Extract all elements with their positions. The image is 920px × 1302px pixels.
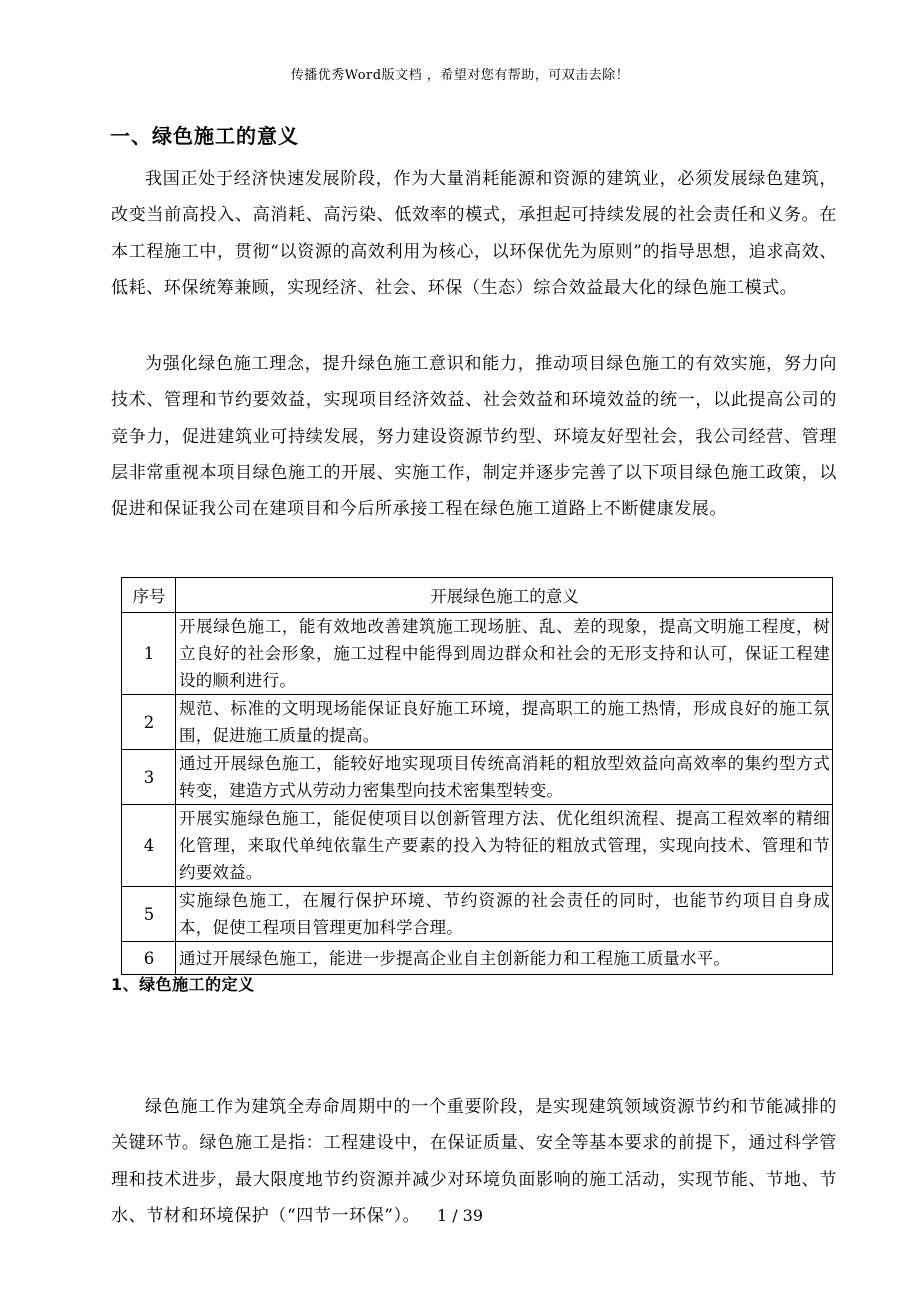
table-row xyxy=(122,942,833,975)
table-header-no: 序号 xyxy=(122,578,176,613)
row-number: 4 xyxy=(122,805,176,887)
paragraph-policy: 为强化绿色施工理念，提升绿色施工意识和能力，推动项目绿色施工的有效实施，努力向技术、管理和节约要效益，实现项目经济效益、社会效益和环境效益的统一，以此提高公司的竞争力，促进建筑业可持续发展，努力建设资源节约型、环境友好型社会，我公司经营、管理层非常重视本项目绿色施工的开展、实施工作，制定并逐步完善了以下项目绿色施工政策，以促进和保证我公司在建项目和今后所承接工程在绿色施工道路上不断健康发展。 xyxy=(111,354,837,520)
table-header-row xyxy=(122,578,833,613)
row-number: 2 xyxy=(122,695,176,750)
row-text: 实施绿色施工，在履行保护环境、节约资源的社会责任的同时，也能节约项目自身成本，促使工程项目管理更加科学合理。 xyxy=(176,887,833,942)
row-text: 开展实施绿色施工，能促使项目以创新管理方法、优化组织流程、提高工程效率的精细化管理，来取代单纯依靠生产要素的投入为特征的粗放式管理，实现向技术、管理和节约要效益。 xyxy=(176,805,833,887)
row-number: 5 xyxy=(122,887,176,942)
subsection-heading-definition: 1、绿色施工的定义 xyxy=(111,975,255,994)
page-number: 1 / 39 xyxy=(436,1206,484,1225)
table-row xyxy=(122,887,833,942)
row-text: 通过开展绿色施工，能进一步提高企业自主创新能力和工程施工质量水平。 xyxy=(176,942,833,975)
meaning-table xyxy=(121,577,833,975)
row-text: 通过开展绿色施工，能较好地实现项目传统高消耗的粗放型效益向高效率的集约型方式转变，建造方式从劳动力密集型向技术密集型转变。 xyxy=(176,750,833,805)
table-row xyxy=(122,805,833,887)
table-row xyxy=(122,695,833,750)
row-text: 开展绿色施工，能有效地改善建筑施工现场脏、乱、差的现象，提高文明施工程度，树立良好的社会形象，施工过程中能得到周边群众和社会的无形支持和认可，保证工程建设的顺利进行。 xyxy=(176,613,833,695)
table-row xyxy=(122,750,833,805)
row-text: 规范、标准的文明现场能保证良好施工环境，提高职工的施工热情，形成良好的施工氛围，促进施工质量的提高。 xyxy=(176,695,833,750)
table-row xyxy=(122,613,833,695)
row-number: 1 xyxy=(122,613,176,695)
section-heading-meaning: 一、绿色施工的意义 xyxy=(110,124,299,148)
table-header-meaning: 开展绿色施工的意义 xyxy=(176,578,833,613)
header-note: 传播优秀Word版文档 ，希望对您有帮助，可双击去除！ xyxy=(290,68,630,83)
paragraph-definition: 绿色施工作为建筑全寿命周期中的一个重要阶段，是实现建筑领域资源节约和节能减排的关键环节。绿色施工是指：工程建设中，在保证质量、安全等基本要求的前提下，通过科学管理和技术进步，最大限度地节约资源并减少对环境负面影响的施工活动，实现节能、节地、节水、节材和环境保护（“四节一环保”）。 xyxy=(111,1097,837,1226)
row-number: 3 xyxy=(122,750,176,805)
row-number: 6 xyxy=(122,942,176,975)
paragraph-intro: 我国正处于经济快速发展阶段，作为大量消耗能源和资源的建筑业，必须发展绿色建筑，改变当前高投入、高消耗、高污染、低效率的模式，承担起可持续发展的社会责任和义务。在本工程施工中，贯彻“以资源的高效利用为核心，以环保优先为原则”的指导思想，追求高效、低耗、环保统筹兼顾，实现经济、社会、环保（生态）综合效益最大化的绿色施工模式。 xyxy=(111,169,837,298)
